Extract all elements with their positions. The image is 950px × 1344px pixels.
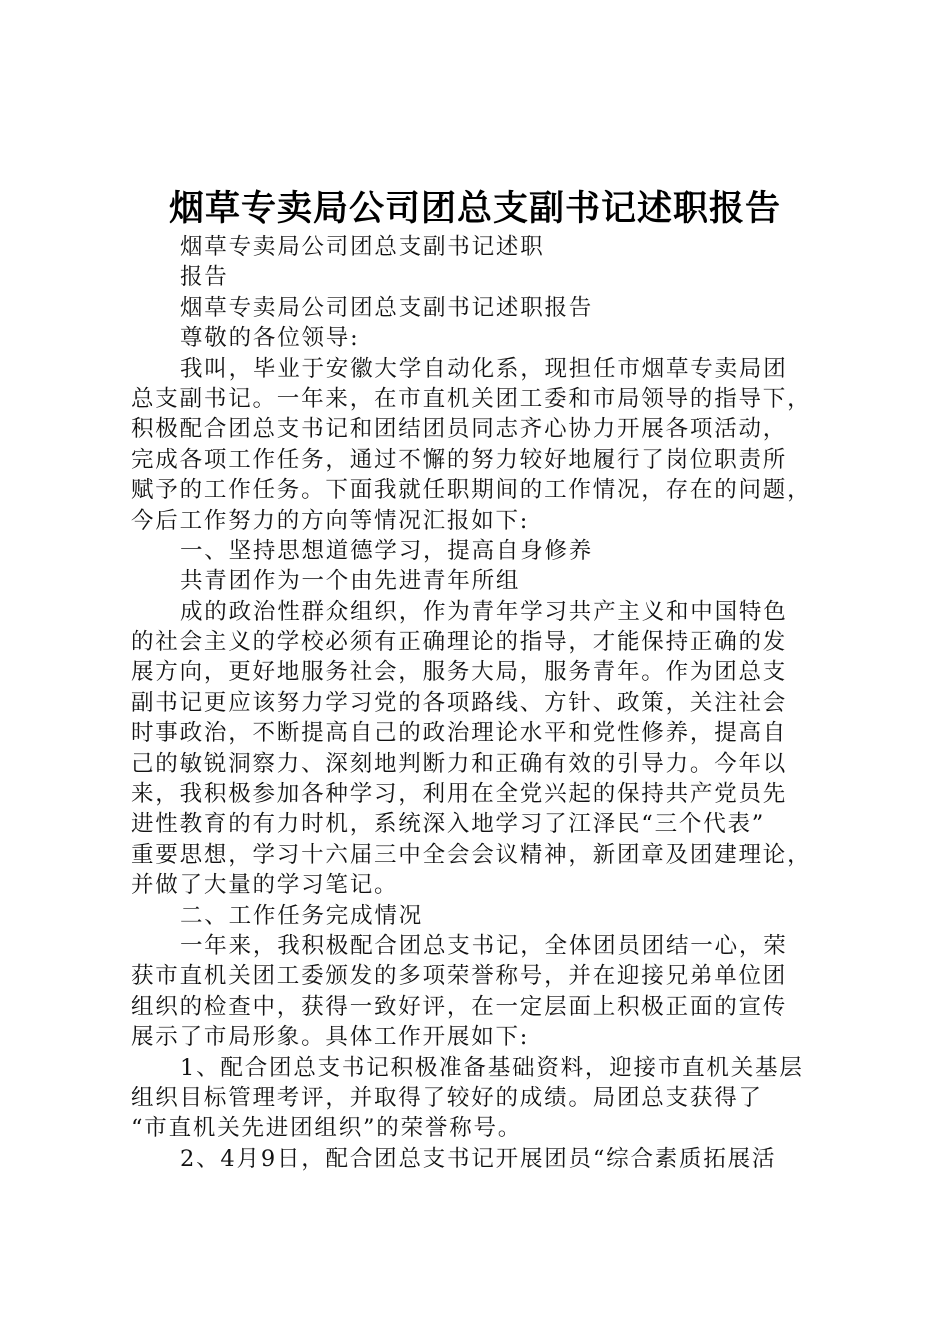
body-line: 一年来，我积极配合团总支书记，全体团员团结一心，荣 xyxy=(180,932,788,959)
body-line: 时事政治，不断提高自己的政治理论水平和党性修养，提高自 xyxy=(131,720,788,747)
body-line: 展方向，更好地服务社会，服务大局，服务青年。作为团总支 xyxy=(131,659,788,686)
body-line: 我叫，毕业于安徽大学自动化系，现担任市烟草专卖局团 xyxy=(180,355,788,382)
body-line: 1、配合团总支书记积极准备基础资料，迎接市直机关基层 xyxy=(180,1054,804,1081)
document-body xyxy=(131,232,831,1174)
body-line: 展示了市局形象。具体工作开展如下: xyxy=(131,1024,530,1051)
body-line: 组织的检查中，获得一致好评，在一定层面上积极正面的宣传 xyxy=(131,993,788,1020)
body-line: 的社会主义的学校必须有正确理论的指导，才能保持正确的发 xyxy=(131,629,788,656)
body-line: “市直机关先进团组织”的荣誉称号。 xyxy=(131,1115,523,1142)
body-line: 烟草专卖局公司团总支副书记述职报告 xyxy=(180,294,594,321)
body-line: 2、4月9日，配合团总支书记开展团员“综合素质拓展活 xyxy=(180,1145,777,1172)
document-title: 烟草专卖局公司团总支副书记述职报告 xyxy=(168,189,781,229)
body-line: 重要思想，学习十六届三中全会会议精神，新团章及团建理论， xyxy=(131,841,812,868)
body-line: 完成各项工作任务，通过不懈的努力较好地履行了岗位职责所 xyxy=(131,446,788,473)
body-line: 一、坚持思想道德学习，提高自身修养 xyxy=(180,537,594,564)
body-line: 共青团作为一个由先进青年所组 xyxy=(180,568,521,595)
body-line: 总支副书记。一年来，在市直机关团工委和市局领导的指导下， xyxy=(131,385,812,412)
body-line: 副书记更应该努力学习党的各项路线、方针、政策，关注社会 xyxy=(131,689,788,716)
body-line: 尊敬的各位领导: xyxy=(180,325,360,352)
body-line: 并做了大量的学习笔记。 xyxy=(131,872,399,899)
body-line: 组织目标管理考评，并取得了较好的成绩。局团总支获得了 xyxy=(131,1084,763,1111)
body-line: 赋予的工作任务。下面我就任职期间的工作情况，存在的问题， xyxy=(131,477,812,504)
body-line: 进性教育的有力时机，系统深入地学习了江泽民“三个代表” xyxy=(131,811,766,838)
body-line: 获市直机关团工委颁发的多项荣誉称号，并在迎接兄弟单位团 xyxy=(131,963,788,990)
body-line: 报告 xyxy=(180,264,229,291)
body-line: 成的政治性群众组织，作为青年学习共产主义和中国特色 xyxy=(180,598,788,625)
body-line: 来，我积极参加各种学习，利用在全党兴起的保持共产党员先 xyxy=(131,781,788,808)
body-line: 烟草专卖局公司团总支副书记述职 xyxy=(180,234,545,260)
body-line: 今后工作努力的方向等情况汇报如下: xyxy=(131,507,530,534)
body-line: 己的敏锐洞察力、深刻地判断力和正确有效的引导力。今年以 xyxy=(131,750,788,777)
body-line: 二、工作任务完成情况 xyxy=(180,902,424,929)
body-line: 积极配合团总支书记和团结团员同志齐心协力开展各项活动， xyxy=(131,416,788,443)
